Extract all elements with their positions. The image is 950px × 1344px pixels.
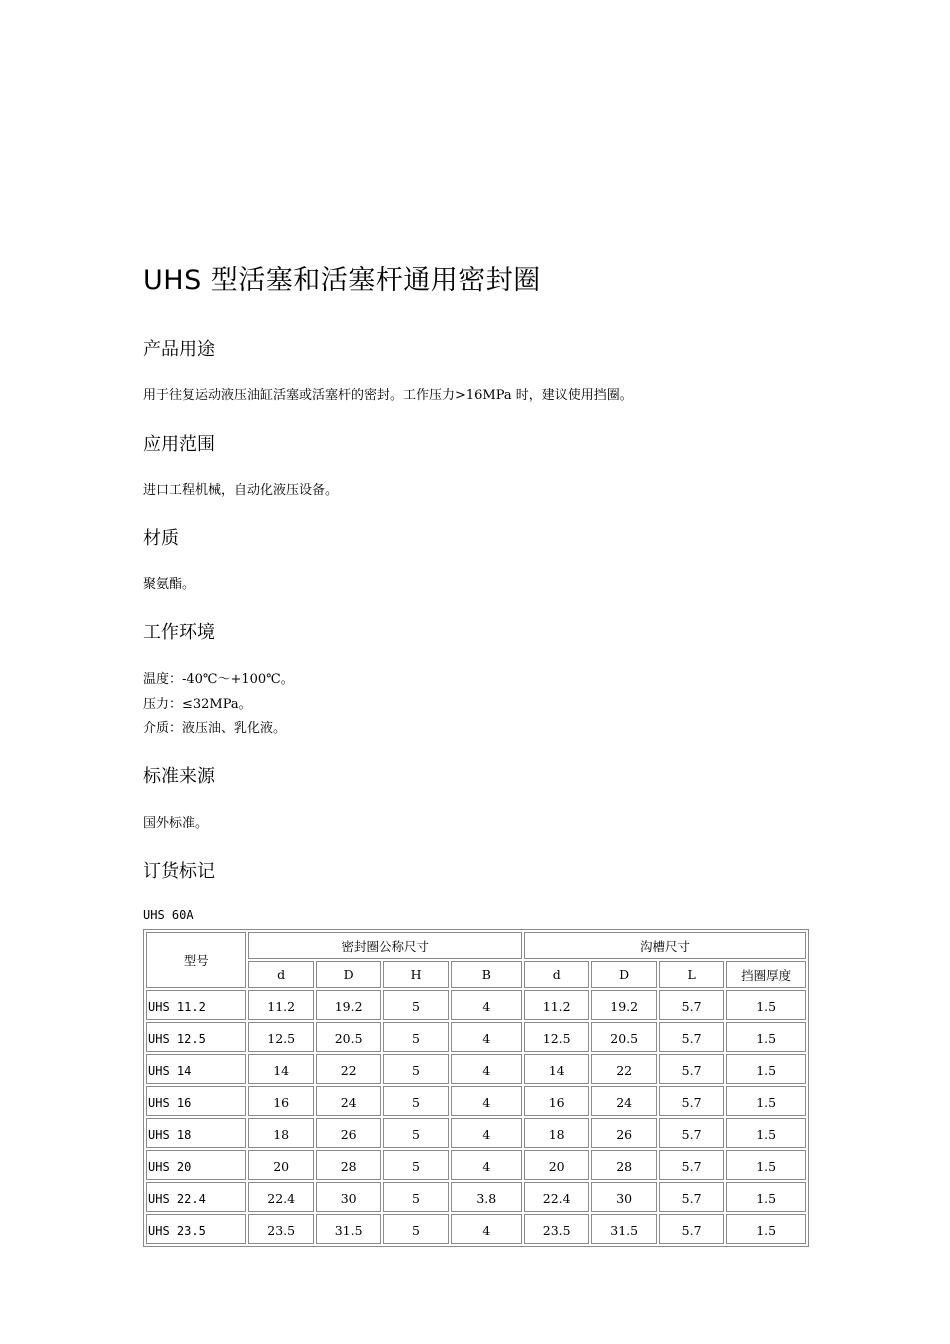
table-cell: 18 <box>524 1118 589 1148</box>
table-cell: 30 <box>591 1182 656 1212</box>
table-header-seal-size: 密封圈公称尺寸 <box>248 932 522 959</box>
table-subheader-groove-D: D <box>591 961 656 988</box>
table-cell-model: UHS 23.5 <box>146 1214 246 1244</box>
table-cell: 20 <box>248 1150 313 1180</box>
section-text-usage: 用于往复运动液压油缸活塞或活塞杆的密封。工作压力>16MPa 时，建议使用挡圈。 <box>143 388 633 403</box>
section-text-standard: 国外标准。 <box>143 816 209 831</box>
table-cell: 4 <box>451 1150 522 1180</box>
table-cell: 5.7 <box>659 1214 724 1244</box>
table-subheader-seal-H: H <box>383 961 448 988</box>
table-subheader-backup-thickness: 挡圈厚度 <box>726 961 806 988</box>
table-cell: 4 <box>451 990 522 1020</box>
table-cell: 14 <box>248 1054 313 1084</box>
table-subheader-seal-D: D <box>316 961 381 988</box>
table-row <box>146 1150 806 1180</box>
section-text-temperature: 温度：-40℃～+100℃。 <box>143 672 294 687</box>
table-cell: 5.7 <box>659 1086 724 1116</box>
table-row <box>146 1214 806 1244</box>
table-cell: 22.4 <box>524 1182 589 1212</box>
document-title: UHS 型活塞和活塞杆通用密封圈 <box>143 265 541 296</box>
table-cell: 20 <box>524 1150 589 1180</box>
table-cell-model: UHS 20 <box>146 1150 246 1180</box>
section-heading-standard: 标准来源 <box>143 766 215 787</box>
table-cell: 5 <box>383 990 448 1020</box>
table-cell: 4 <box>451 1118 522 1148</box>
table-cell: 5.7 <box>659 990 724 1020</box>
table-cell: 4 <box>451 1054 522 1084</box>
table-cell: 18 <box>248 1118 313 1148</box>
table-cell: 5.7 <box>659 1150 724 1180</box>
table-subheader-seal-d: d <box>248 961 313 988</box>
table-cell: 1.5 <box>726 1118 806 1148</box>
table-subheader-groove-d: d <box>524 961 589 988</box>
section-heading-ordering: 订货标记 <box>143 861 215 882</box>
table-cell-model: UHS 22.4 <box>146 1182 246 1212</box>
section-heading-environment: 工作环境 <box>143 622 215 643</box>
table-cell: 1.5 <box>726 1054 806 1084</box>
spec-table-body <box>146 990 806 1244</box>
table-cell: 5 <box>383 1182 448 1212</box>
table-cell: 1.5 <box>726 1022 806 1052</box>
table-subheader-groove-L: L <box>659 961 724 988</box>
table-cell: 5.7 <box>659 1054 724 1084</box>
table-cell: 1.5 <box>726 1214 806 1244</box>
table-row <box>146 1182 806 1212</box>
table-cell-model: UHS 18 <box>146 1118 246 1148</box>
table-cell: 12.5 <box>248 1022 313 1052</box>
table-cell: 4 <box>451 1022 522 1052</box>
table-row <box>146 1086 806 1116</box>
order-example: UHS 60A <box>143 908 194 922</box>
table-cell: 16 <box>524 1086 589 1116</box>
table-cell: 22 <box>591 1054 656 1084</box>
table-cell: 19.2 <box>316 990 381 1020</box>
table-cell: 5 <box>383 1214 448 1244</box>
table-cell: 1.5 <box>726 990 806 1020</box>
section-text-scope: 进口工程机械，自动化液压设备。 <box>143 483 339 498</box>
table-cell: 1.5 <box>726 1086 806 1116</box>
table-cell: 22 <box>316 1054 381 1084</box>
table-cell: 12.5 <box>524 1022 589 1052</box>
table-cell: 5 <box>383 1150 448 1180</box>
table-cell: 5.7 <box>659 1118 724 1148</box>
section-heading-usage: 产品用途 <box>143 339 215 360</box>
table-cell: 31.5 <box>591 1214 656 1244</box>
table-cell: 26 <box>316 1118 381 1148</box>
table-cell: 26 <box>591 1118 656 1148</box>
table-cell: 30 <box>316 1182 381 1212</box>
section-text-medium: 介质：液压油、乳化液。 <box>143 721 287 736</box>
table-cell: 5.7 <box>659 1022 724 1052</box>
table-cell: 14 <box>524 1054 589 1084</box>
table-cell: 5 <box>383 1054 448 1084</box>
table-cell-model: UHS 16 <box>146 1086 246 1116</box>
section-heading-material: 材质 <box>143 528 179 549</box>
table-header-model: 型号 <box>146 932 246 988</box>
table-row <box>146 990 806 1020</box>
section-text-pressure: 压力：≤32MPa。 <box>143 697 252 712</box>
table-cell: 1.5 <box>726 1182 806 1212</box>
table-row <box>146 1118 806 1148</box>
table-cell: 19.2 <box>591 990 656 1020</box>
table-cell: 28 <box>591 1150 656 1180</box>
table-cell: 23.5 <box>524 1214 589 1244</box>
table-cell: 20.5 <box>316 1022 381 1052</box>
section-text-material: 聚氨酯。 <box>143 577 196 592</box>
table-cell-model: UHS 12.5 <box>146 1022 246 1052</box>
table-cell-model: UHS 11.2 <box>146 990 246 1020</box>
table-cell: 23.5 <box>248 1214 313 1244</box>
table-cell: 5 <box>383 1118 448 1148</box>
table-cell: 28 <box>316 1150 381 1180</box>
table-cell: 11.2 <box>248 990 313 1020</box>
table-row <box>146 1022 806 1052</box>
spec-table <box>143 929 809 1247</box>
table-cell: 24 <box>316 1086 381 1116</box>
table-cell: 11.2 <box>524 990 589 1020</box>
table-cell-model: UHS 14 <box>146 1054 246 1084</box>
table-cell: 4 <box>451 1086 522 1116</box>
table-header-groove-size: 沟槽尺寸 <box>524 932 806 959</box>
table-cell: 22.4 <box>248 1182 313 1212</box>
table-cell: 5 <box>383 1086 448 1116</box>
table-cell: 1.5 <box>726 1150 806 1180</box>
table-subheader-seal-B: B <box>451 961 522 988</box>
table-cell: 5 <box>383 1022 448 1052</box>
table-cell: 4 <box>451 1214 522 1244</box>
table-cell: 20.5 <box>591 1022 656 1052</box>
table-cell: 31.5 <box>316 1214 381 1244</box>
table-cell: 3.8 <box>451 1182 522 1212</box>
section-heading-scope: 应用范围 <box>143 434 215 455</box>
table-cell: 24 <box>591 1086 656 1116</box>
table-cell: 16 <box>248 1086 313 1116</box>
table-row <box>146 1054 806 1084</box>
table-cell: 5.7 <box>659 1182 724 1212</box>
